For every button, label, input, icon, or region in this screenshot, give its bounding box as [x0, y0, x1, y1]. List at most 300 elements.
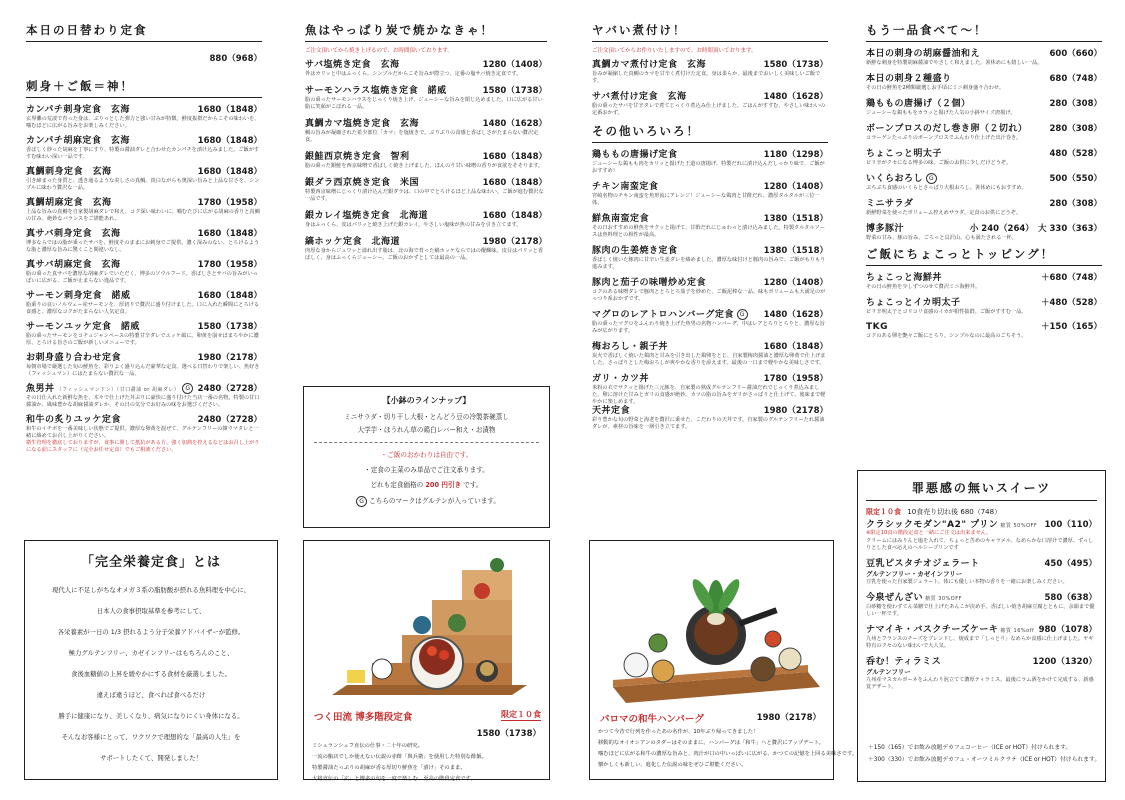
- menu-item-price: 1680（1848）: [197, 105, 262, 115]
- menu-item: [592, 179, 828, 207]
- menu-item-name: [592, 403, 630, 416]
- sweets-limited-label: 限定１０食: [866, 508, 901, 516]
- nutrition-line: そんなお客様にとって、ワクワクで理想的な「最高の人生」を: [61, 733, 241, 741]
- menu-item: [866, 320, 1102, 340]
- menu-item-price: 480（528）: [1049, 149, 1102, 159]
- menu-item-name: [26, 164, 112, 177]
- menu-item-name: [26, 195, 112, 208]
- stair-set-desc: [312, 741, 542, 785]
- stair-set-illustration: [312, 545, 542, 705]
- photo-desc-line: 噛むほどに広がる和牛の濃厚な旨みと、肉汁が口の中いっぱいに広がる、かつての記憶を上回る美味さです。: [598, 751, 858, 757]
- menu-item: [866, 270, 1102, 291]
- stair-set-price: 1580（1738）: [476, 729, 541, 739]
- side-dish-box: [303, 386, 550, 528]
- menu-item-price: 280（308）: [1049, 199, 1102, 209]
- gluten-mark-icon: G: [182, 383, 193, 394]
- menu-item-price: 1780（1958）: [197, 260, 262, 270]
- photo-desc-line: 一流の鮨店でしか使えない伝説の赤酢「與兵衛」を使用した特別な酢飯。: [312, 754, 487, 760]
- nutrition-line: 食後血糖値の上昇を緩やかにする食材を厳選しました。: [71, 670, 231, 678]
- gluten-mark-icon: G: [737, 309, 748, 320]
- menu-item-name: [592, 179, 658, 192]
- menu-item-name: [26, 257, 120, 270]
- menu-item-row: [305, 149, 547, 162]
- menu-item: [26, 350, 262, 378]
- menu-item-price: 450（495）: [1044, 559, 1097, 569]
- menu-item-price: 1680（1848）: [482, 178, 547, 188]
- menu-item: [26, 381, 262, 409]
- menu-item-name-text: 豆乳ピスタチオジェラート: [866, 559, 980, 569]
- menu-item-name-text: カンパチ刺身定食 玄海: [26, 105, 130, 115]
- menu-item-row: [866, 121, 1102, 134]
- menu-item: [592, 57, 828, 85]
- menu-item-row: [866, 622, 1097, 635]
- menu-item-price: 580（638）: [1044, 593, 1097, 603]
- menu-item-name-text: ガリ・カツ丼: [592, 374, 650, 384]
- menu-item: [592, 89, 828, 117]
- nutrition-title: 「完全栄養定食」とは: [80, 555, 221, 570]
- menu-item-name: [592, 339, 668, 352]
- sweets-box: [857, 470, 1106, 782]
- menu-item-row: [866, 556, 1097, 569]
- menu-item-row: [305, 57, 547, 70]
- discount-amount: 200 円引き: [425, 481, 462, 489]
- photo-desc-line: 懐かしくも新しい、進化した伝説の味をぜひご堪能ください。: [598, 762, 747, 768]
- menu-item-price: 1780（1958）: [197, 198, 262, 208]
- menu-item-name: [592, 89, 686, 102]
- menu-item-name-text: 真鯛胡麻定食 玄海: [26, 198, 112, 208]
- hamburg-price: 1980（2178）: [756, 713, 821, 723]
- menu-item-name-text: 真サバ胡麻定食 玄海: [26, 260, 121, 270]
- photo-desc-line: かつて今昔で行列を作ったあの名作が、10年ぶり帰ってきました！: [598, 729, 759, 735]
- menu-item-row: [866, 270, 1102, 283]
- menu-item-desc: 新鮮野菜を使ったボリューム控えめサラダ。定食のお供にどうぞ。: [866, 210, 1022, 216]
- menu-item-row: [866, 654, 1097, 667]
- menu-item-desc: ジューシーな鶏ももをカラッと揚げた人気の小鉢サイズ唐揚げ。: [866, 110, 1016, 116]
- menu-item: [866, 556, 1097, 586]
- sweets-list: [866, 517, 1097, 691]
- menu-item-price: 1480（1628）: [763, 92, 828, 102]
- menu-item-name-text: 真鯛カマ塩焼き定食 玄海: [305, 119, 420, 129]
- stair-set-photo: [312, 545, 542, 705]
- menu-item-name-text: ナマイキ・バスクチーズケーキ: [866, 625, 999, 635]
- column-simmered: [592, 22, 828, 435]
- simmered-menu-list: [592, 57, 828, 117]
- menu-item-row: [26, 226, 262, 239]
- menu-item-name: [26, 381, 193, 394]
- menu-item-name-text: ミニサラダ: [866, 199, 914, 209]
- simmered-note: ご注文頂いてからお作りいたしますので、お時間頂いております。: [592, 48, 757, 54]
- menu-item: [592, 211, 828, 239]
- menu-item: [592, 339, 828, 367]
- menu-item-desc: コクのある味噌ダレで豚肉ととろとろ茄子を炒めた、ご飯泥棒な一品。味もボリュームも大満足のがっつり系おかずです。: [592, 289, 826, 302]
- refill-note: ・ご飯のおかわりは自由です。: [380, 451, 473, 459]
- nutrition-text: [33, 580, 269, 769]
- menu-item-row: [592, 57, 828, 70]
- menu-item-price: ＋480（528）: [1041, 298, 1102, 308]
- menu-item-name: [305, 116, 419, 129]
- menu-item-desc: 彩り豊かな旬の野菜と海老を贅沢に乗せた、こだわりの天丼です。自家製のグルテンフリーたれ醤油ダレが、素材の旨味を一層引き立てます。: [592, 417, 825, 430]
- menu-item-row: [26, 257, 262, 270]
- menu-item-desc: 脂の乗ったマグロをふんわり焼き上げた魚男の名物ハンバーグ。中はレアとろりとろりと、濃厚な旨みが広がります。: [592, 321, 825, 334]
- menu-item-desc: 玄界灘の荒波で育った身は、ぷりっとした弾力と強い甘みが特徴。鮮度抜群だからこその味わいを、噛むほどに広がる旨みをお楽しみください。: [26, 116, 260, 129]
- menu-item: [866, 121, 1102, 142]
- menu-item-desc: 香ばしく焼いた豚肉に甘辛い生姜ダレを絡めました。濃厚な味付けと豚肉の旨みで、ご飯がもりもり進みます。: [592, 257, 826, 270]
- nutrition-line: 現代人に不足しがちなオメガ３系の脂肪酸が摂れる魚料理を中心に、: [51, 586, 251, 594]
- menu-item-name: [305, 234, 400, 247]
- menu-item: [305, 175, 547, 203]
- menu-item: [305, 116, 547, 144]
- nutrition-line: 日本人の食事摂取基準を参考にして、: [96, 607, 206, 615]
- menu-item-desc: 香ばしく炒った胡麻を丁寧にすり、特製の醤油ダレと合わせたカンパチを漬け込みました。ご飯がすすむ味わい深い一品です。: [26, 147, 260, 160]
- menu-item-row: [866, 146, 1102, 159]
- menu-item-desc: その日の鮮魚を2種類厳選しお手頃にミニ刺身盛り合わせ。: [866, 85, 1005, 91]
- menu-item-price: 2480（2728）: [197, 384, 262, 394]
- menu-item-desc: 宮崎名物のチキン南蛮を魚形流にアレンジ！ジューシーな鶏肉と甘酢だれ、濃厚タルタルが三位一体。: [592, 193, 820, 206]
- simmered-title: ヤバい煮付け！: [592, 22, 828, 42]
- menu-item-price: 1580（1738）: [197, 322, 262, 332]
- sashimi-title: 刺身＋ご飯＝神！: [26, 78, 262, 98]
- menu-item-price: 600（660）: [1049, 49, 1102, 59]
- menu-item-name-text: 真サバ刺身定食 玄海: [26, 229, 121, 239]
- menu-item-desc: 九州産マスカルポーネをふんわり泡立てて濃厚ティラミス。最後にラム酒をかけて完成する、新感覚デザート。: [866, 677, 1094, 690]
- menu-item: [26, 319, 262, 347]
- menu-item-desc: その日おすすめの鮮魚をサクッと揚げて、甘酢だれにじゅわっと漬け込みました。特製タルタルソースは魚料理との相性が最高。: [592, 225, 825, 238]
- menu-item-price: 1980（2178）: [482, 237, 547, 247]
- menu-item-name-text: 呑む！ティラミス: [866, 657, 942, 667]
- menu-item-name-text: お刺身盛り合わせ定食: [26, 353, 122, 363]
- menu-item-row: [26, 381, 262, 394]
- menu-item-name: [866, 46, 980, 59]
- menu-item-row: [866, 320, 1102, 332]
- menu-item-row: [866, 196, 1102, 209]
- menu-item-row: [26, 102, 262, 115]
- gluten-mark-icon: G: [926, 173, 937, 184]
- menu-item-price: 2480（2728）: [197, 415, 262, 425]
- menu-item-desc: 鯛の旨みが凝縮された希少部位「カマ」を塩焼きで。ぷりぷりの食感と香ばしさがたまらない贅沢定食。: [305, 130, 539, 143]
- menu-item-row: [305, 208, 547, 221]
- sashimi-menu-list: [26, 102, 262, 454]
- menu-item-desc: 和牛のイチボを一番美味しい状態でご提供。濃厚な卵黄を混ぜて、グルテンフリーの韓ウマタレと一緒に絡めてお召し上がりください。: [26, 426, 259, 439]
- menu-item-price: 小 240（264） 大 330（363）: [969, 224, 1102, 234]
- menu-item-name: [305, 175, 419, 188]
- menu-item-row: [305, 116, 547, 129]
- menu-item-desc: 炭火で香ばしく焼いた鶏肉と甘みを引き出した鶏卵をとじ、自家製梅肉醤油と濃厚な卵黄で仕上げました。さっぱりとした梅おろしが爽やかな香りを添えます。最後の一口まで軽やかな美味しさです。: [592, 353, 826, 366]
- menu-item-tag: （フィッシュマンドン）（甘口醤油 or 胡麻ダレ）: [54, 387, 180, 393]
- nutrition-line: サポートしたくて、開発しました！: [99, 754, 203, 762]
- column-grill: [305, 22, 547, 267]
- menu-item: [866, 146, 1102, 167]
- nutrition-line: 各栄養素が一日の 1/3 摂れるよう分子栄養アドバイザーが監修。: [57, 628, 245, 636]
- menu-item-desc: 毎朝市場で厳選した旬の鮮魚を、彩りよく盛り込んだ豪華な定食。選べる日替わりで楽しい、魚好き（フィッシュマン）にはたまらない贅沢な一品。: [26, 364, 260, 377]
- sweets-title: 罪悪感の無いスイーツ: [866, 479, 1097, 501]
- menu-item-desc: 肉厚な身からジュワッと溢れ出す脂は、北の海で育った縞ホッケならではの醍醐味。皮目はパリッと香ばしく、身はふっくらジューシー。ご飯のおかずとしては最高の一品。: [305, 248, 544, 261]
- sides-title: もう一品食べて〜！: [866, 22, 1102, 42]
- menu-item-name: [866, 517, 1037, 530]
- menu-item-name-text: ちょこっと明太子: [866, 149, 942, 159]
- menu-item-desc: 外はカリッと中はふっくら。シンプルだからこそ旨みが際立つ、定番の塩サバ焼き定食です。: [305, 71, 522, 77]
- menu-item-desc: 野菜の甘み、豚の旨み、ごろっと具沢山、心も満たされる一杯。: [866, 235, 1018, 241]
- other-menu-list: [592, 147, 828, 431]
- menu-item-price: 680（748）: [1049, 74, 1102, 84]
- single-order-note: ・定食の主菜のみ単品でご注文承ります。: [364, 466, 489, 474]
- menu-item-row: [26, 195, 262, 208]
- discount-note: どれも定食価格の 200 円引き です。: [370, 481, 483, 489]
- menu-item-row: [592, 211, 828, 224]
- menu-item-price: 1580（1738）: [763, 60, 828, 70]
- menu-item-row: [26, 133, 262, 146]
- menu-item-row: [866, 517, 1097, 530]
- stair-set-title: つく田流 博多階段定食: [314, 712, 413, 723]
- menu-item-desc: 脂の乗った銀鮭を西京味噌で香ばしく焼き上げました。ほんのり甘い味噌の香りが食欲をそそります。: [305, 163, 544, 169]
- menu-item-name-text: 真鯛カマ煮付け定食 玄海: [592, 60, 707, 70]
- menu-item: [592, 275, 828, 303]
- menu-item-name-text: ちょこっと海鮮丼: [866, 273, 942, 283]
- menu-item-name-text: 本日の刺身の胡麻醤油和え: [866, 49, 981, 59]
- drink-addon-coffee: ＋150（165）でお飲み放題デカフェコーヒー（ICE or HOT）付けられます。: [868, 745, 1072, 751]
- sweets-limited: [866, 507, 1097, 517]
- menu-item: [305, 57, 547, 78]
- menu-item-desc: 脂の乗ったサーモンをコチュジャンベースの特製甘辛ダレでユッケ風に。卵黄を崩せばまろやかに濃厚、とろける旨さのご飯が新しいメニューです。: [26, 333, 259, 346]
- menu-item-name: [592, 147, 678, 160]
- menu-item-desc: 特製西京味噌にじっくり漬け込んだ銀ダラは、口の中でとろけるほど上品な味わい。ご飯が進む贅沢な一品です。: [305, 189, 544, 202]
- menu-item-desc: 脂の乗った真サバを濃厚な胡麻ダレでいただく、博多のソウルフード。香ばしさとサバの旨みがいっぱいに広がる、ご飯が止まらない逸品です。: [26, 271, 258, 284]
- menu-item-price: 1680（1848）: [482, 152, 547, 162]
- menu-item-name-text: 和牛の炙りユッケ定食: [26, 415, 121, 425]
- menu-item-desc: 引き締まった身質と、透き通るような美しさの真鯛。淡白ながらも奥深い旨みと上品な甘さを、シンプルに味わう贅沢な一品。: [26, 178, 260, 191]
- menu-item-subtitle: グルテンフリー: [866, 668, 911, 676]
- menu-item-name-text: サーモン刺身定食 諾威: [26, 291, 131, 301]
- menu-item-name-text: いくらおろし: [866, 174, 924, 184]
- menu-item: [866, 96, 1102, 117]
- menu-item-name: [866, 322, 888, 332]
- menu-item: [592, 307, 828, 335]
- menu-item-name: [866, 654, 941, 667]
- stair-set-card: [303, 540, 550, 780]
- menu-item: [305, 234, 547, 262]
- menu-item-row: [305, 83, 547, 96]
- menu-item-price: 280（308）: [1049, 99, 1102, 109]
- menu-item: [26, 412, 262, 454]
- hamburg-desc: [598, 727, 858, 771]
- menu-item-name: [26, 226, 120, 239]
- menu-item-name: [26, 319, 140, 332]
- menu-item-price: 1680（1848）: [482, 211, 547, 221]
- menu-item-tag: 糖質 50%OFF: [998, 523, 1038, 529]
- menu-item-name-text: 鶏ももの唐揚げ（２個）: [866, 99, 971, 109]
- menu-item-price: 100（110）: [1044, 520, 1097, 530]
- menu-item-row: [305, 175, 547, 188]
- menu-item-price: ＋680（748）: [1041, 273, 1102, 283]
- menu-item-name-text: 鮮魚南蛮定食: [592, 214, 650, 224]
- drink-addon-latte: ＋300（330）でお飲み放題デカフェ・オーツミルクラテ（ICE or HOT）付けられます。: [868, 757, 1101, 763]
- menu-item: [866, 221, 1102, 242]
- column-daily: [26, 22, 262, 457]
- menu-item-name-text: 博多豚汁: [866, 224, 905, 234]
- menu-item-price: 1380（1518）: [763, 246, 828, 256]
- menu-item-desc: 脂乗りの良いノルウェー産サーモンを、厚切りで贅沢に盛り付けました。口に入れた瞬間にとろける食感と、濃厚なコクがたまらない人気定食。: [26, 302, 260, 315]
- gluten-mark-icon: G: [356, 496, 367, 507]
- menu-item-name-text: サーモンハラス塩焼き定食 諾威: [305, 86, 447, 96]
- menu-item-name-text: 梅おろし・親子丼: [592, 342, 669, 352]
- menu-item-price: 1680（1848）: [197, 291, 262, 301]
- menu-item-row: [26, 319, 262, 332]
- sides-menu-list: [866, 46, 1102, 242]
- sweets-limited-note: 10食売り切れ後 680（748）: [907, 508, 1002, 516]
- menu-item-row: [26, 412, 262, 425]
- menu-item-name-text: 縞ホッケ定食 北海道: [305, 237, 401, 247]
- menu-item: [592, 403, 828, 431]
- menu-item-desc: 身はふっくら、皮はパリッと焼き上げた銀カレイ。やさしい塩味が魚の甘みを引き立てます。: [305, 222, 522, 228]
- menu-item-price: 1980（2178）: [197, 353, 262, 363]
- menu-item-price: 1200（1320）: [1032, 657, 1097, 667]
- menu-item-warning: 衛生管理を徹底しておりますが、食事に関して抵抗がある方、強く加熱を控えるなどはお召し上がりになる前にスタッフに（完全お任せ定食）でもご相談ください。: [26, 440, 260, 453]
- menu-item: [26, 257, 262, 285]
- menu-item-name: [866, 146, 942, 159]
- menu-item: [305, 208, 547, 229]
- menu-item-desc: ピリ辛がクセになる博多の味。ご飯のお供に少しだけどうぞ。: [866, 160, 1012, 166]
- menu-item-name-text: サバ煮付け定食 玄海: [592, 92, 687, 102]
- menu-item-desc: コクのある卵を艶々ご飯にとろり。シンプルなのに最高のごちそう。: [866, 333, 1027, 339]
- menu-item: [866, 590, 1097, 618]
- menu-item-desc: ぷちぷち食感のいくらとさっぱり大根おろし。箸休めにもおすすめ。: [866, 185, 1027, 191]
- menu-item-name: [592, 371, 649, 384]
- menu-item-name: [305, 208, 428, 221]
- menu-item-row: [592, 275, 828, 288]
- menu-item-price: 980（1078）: [1038, 625, 1097, 635]
- gluten-mark-note: G こちらのマークはグルテンが入っています。: [314, 495, 539, 507]
- menu-item-tag: 糖質 16%off: [998, 628, 1035, 634]
- menu-item: [26, 164, 262, 192]
- menu-item-name: [592, 57, 706, 70]
- menu-item-name-text: ボーンブロスのだし巻き卵（２切れ）: [866, 124, 1028, 134]
- menu-item-name-text: サーモンユッケ定食 諾威: [26, 322, 140, 332]
- menu-item-row: [866, 71, 1102, 84]
- menu-item-name: [592, 211, 649, 224]
- menu-item-desc: 豆乳を使った自家製ジェラート。体にも優しい本物の香りを一緒にお楽しみください。: [866, 579, 1068, 585]
- grill-note: ご注文頂いてから焼き上げるので、お時間頂いております。: [305, 48, 453, 54]
- menu-item-name: [866, 590, 962, 603]
- menu-item-name: [26, 350, 121, 363]
- menu-item-row: [592, 89, 828, 102]
- menu-item-name: [592, 275, 706, 288]
- other-title: その他いろいろ！: [592, 123, 828, 143]
- menu-item-row: [592, 243, 828, 256]
- grill-title: 魚はやっぱり炭で焼かなきゃ！: [305, 22, 547, 42]
- topping-list: [866, 270, 1102, 340]
- menu-item-name: [866, 295, 961, 308]
- photo-desc-line: 移動的なオイオシアンのタダーはそのままに、ハンバーグは「和牛」へと贅沢にアップデート。: [598, 740, 824, 746]
- menu-item-price: 1180（1298）: [763, 150, 828, 160]
- menu-item-price: 1480（1628）: [482, 119, 547, 129]
- menu-item-row: [305, 234, 547, 247]
- hamburg-title: パロマの和牛ハンバーグ: [600, 714, 704, 725]
- menu-item: [866, 171, 1102, 192]
- menu-item-name: [26, 412, 121, 425]
- menu-item-row: [592, 403, 828, 416]
- nutrition-line: 勝手に健康になり、美しくなり、病気になりにくい身体になる。: [58, 712, 244, 720]
- menu-item-name-text: 銀カレイ塩焼き定食 北海道: [305, 211, 429, 221]
- menu-item-price: 1680（1848）: [197, 229, 262, 239]
- menu-item-name-text: 鶏ももの唐揚げ定食: [592, 150, 678, 160]
- menu-item: [866, 517, 1097, 552]
- menu-item: [866, 196, 1102, 217]
- menu-item-name-text: 本日の刺身２種盛り: [866, 74, 952, 84]
- menu-item-desc: その日仕入れた新鮮な魚を、木々で仕上げた丼ぶりに豪快に盛り付けた当店一番の名物。特製の甘口醤油か、風味豊かな胡麻醤油ダレか、その日の気分でお好みの味をお選びください。: [26, 395, 260, 408]
- menu-item-name-text: サバ塩焼き定食 玄海: [305, 60, 400, 70]
- menu-item-price: 1480（1628）: [763, 310, 828, 320]
- menu-item: [866, 46, 1102, 67]
- menu-item: [866, 622, 1097, 650]
- menu-item-row: [592, 179, 828, 192]
- menu-item: [866, 295, 1102, 316]
- menu-item-name: [866, 556, 980, 569]
- menu-item-price: 1680（1848）: [197, 136, 262, 146]
- menu-item-row: [26, 288, 262, 301]
- menu-item-name-text: ちょこっとイカ明太子: [866, 298, 961, 308]
- menu-item: [592, 147, 828, 175]
- menu-item-desc: クリームにはみりんと塩を入れて、ちょっと苦めのキャラメル。なめらかな口溶けで濃厚、ずっしりとした食べ応えのヘルシープリンです: [866, 538, 1094, 551]
- side-dish-line1: ミニサラダ・切り干し大根・とんどう豆の冷製茶碗蒸し: [344, 413, 509, 421]
- hamburg-card: [589, 540, 858, 780]
- menu-item-name: [866, 221, 904, 234]
- menu-item-price: 1780（1958）: [763, 374, 828, 384]
- menu-item-desc: コラーゲンたっぷりのボーンブロスでふんわり仕上げた出汁巻き。: [866, 135, 1022, 141]
- menu-item-desc: 九州とフランスのチーズをブレンドし、焼成まで「しっとり」なめらか食感に仕上げました。ヤギ特有のクセのない味わいで大人気。: [866, 636, 1094, 649]
- menu-item-row: [866, 295, 1102, 308]
- nutrition-line: 極力グルテンフリー、カゼインフリーはもちろんのこと、: [68, 649, 234, 657]
- menu-item-desc: ジューシーな鶏もも肉をカリッと揚げた王道の唐揚げ。特製だれに漬け込んだしっかり味で、ご飯がおすすめ！: [592, 161, 825, 174]
- menu-item-warning: ※限定10食の階段定食と一緒にご注文は出来ません。: [866, 530, 992, 536]
- menu-item: [305, 83, 547, 111]
- menu-item: [866, 654, 1097, 691]
- menu-item-name-text: マグロのレアトロハンバーグ定食: [592, 310, 734, 320]
- menu-item-desc: 脂の乗ったサーモンハラスをじっくり焼き上げ、ジューシーな旨みを閉じ込めました。口に広がる甘い脂に笑顔がこぼれる一品。: [305, 97, 543, 110]
- photo-desc-line: 大将直伝の「玄」と博多の旬を一度で楽しむ、至高の階段定食です。: [312, 776, 476, 782]
- menu-item-name: [26, 102, 130, 115]
- menu-item: [592, 243, 828, 271]
- menu-item-row: [866, 46, 1102, 59]
- daily-price: 880（968）: [209, 54, 262, 64]
- menu-item-desc: 白砂糖を使わずてん菜糖で仕上げたあんこが決め手。香ばしい焼き胡麻豆腐とともに、余韻まで優しい一杯です。: [866, 604, 1095, 617]
- menu-item-name: [866, 196, 913, 209]
- menu-item-price: 1280（1408）: [482, 60, 547, 70]
- menu-item-desc: 博多ならではの脂が乗ったサバを、鮮度そのままにお刺身でご提供。濃く深みのない、とろけるような脂と濃厚な旨みに驚くこと間違いなし。: [26, 240, 260, 253]
- menu-item-name: [866, 270, 942, 283]
- nutrition-line: 違えば違うほど、食べれば食べるだけ: [96, 691, 206, 699]
- menu-item-name-text: 真鯛刺身定食 玄海: [26, 167, 112, 177]
- menu-item-desc: 新鮮な刺身を特製胡麻醤油でやさしく和えました。箸休めにも嬉しい一品。: [866, 60, 1043, 66]
- menu-item-name-text: クラシックモダン"A2" プリン: [866, 520, 999, 530]
- menu-item-name: [866, 622, 1034, 635]
- menu-item: [26, 288, 262, 316]
- menu-item-name-text: カンパチ胡麻定食 玄海: [26, 136, 130, 146]
- menu-item-name: [26, 288, 131, 301]
- topping-title: ご飯にちょこっとトッピング！: [866, 246, 1102, 266]
- menu-item-price: 1680（1848）: [763, 342, 828, 352]
- hamburg-photo: [598, 547, 826, 705]
- menu-item-name: [305, 83, 447, 96]
- menu-item-price: 1280（1408）: [763, 278, 828, 288]
- menu-item-price: 280（308）: [1049, 124, 1102, 134]
- menu-item-name: [866, 121, 1027, 134]
- menu-item-name: [592, 243, 678, 256]
- side-dish-title: 【小鉢のラインナップ】: [382, 396, 471, 405]
- menu-item-row: [866, 590, 1097, 603]
- menu-item-name-text: 今泉ぜんざい: [866, 593, 924, 603]
- menu-item-row: [26, 350, 262, 363]
- hamburg-illustration: [598, 547, 826, 705]
- menu-item-name-text: 天丼定食: [592, 406, 631, 416]
